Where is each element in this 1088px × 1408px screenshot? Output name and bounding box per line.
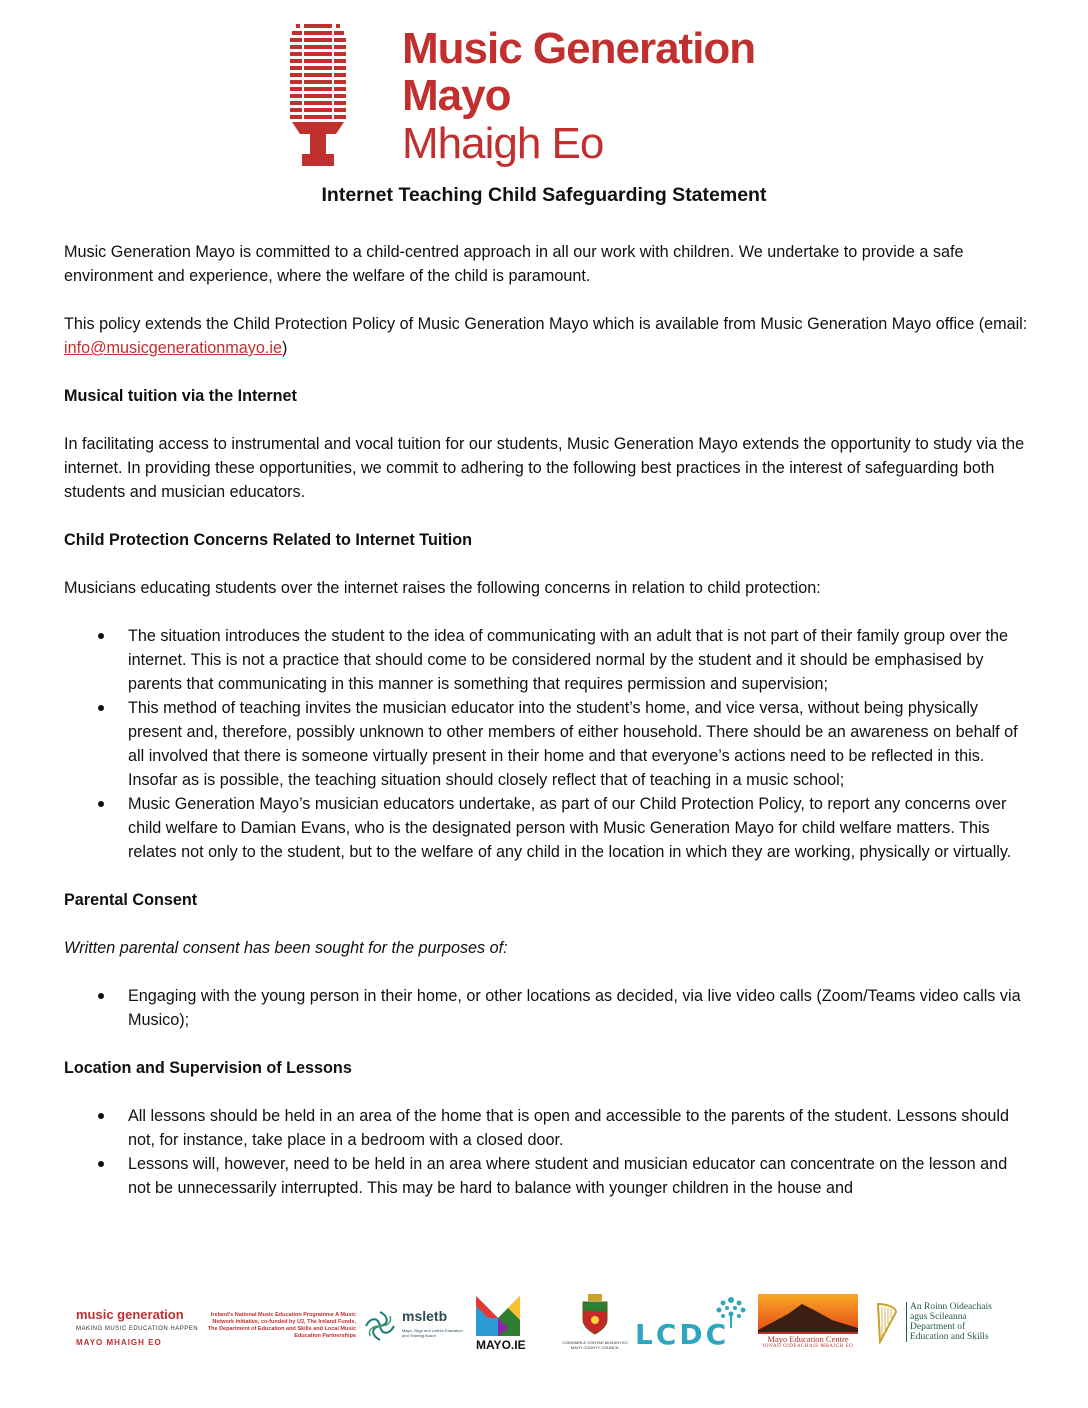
intro-paragraph-2 — [64, 312, 1030, 360]
intro-paragraph-1: Music Generation Mayo is committed to a child-centred approach in all our work with children. We undertake to provide a safe environment and experience, where the welfare of the child is paramount. — [64, 243, 964, 285]
list-item: Music Generation Mayo’s musician educators undertake, as part of our Child Protection Policy, to report any concerns over child welfare to Damian Evans, who is the designated person with Music Generation Mayo for child welfare matters. This relates not only to the student, but to the welfare of any child in the location in which they are working, physically or virtually. — [64, 792, 1030, 864]
list-item: Engaging with the young person in their home, or other locations as decided, via live video calls (Zoom/Teams video calls via Musico); — [64, 984, 1030, 1032]
document-title: Internet Teaching Child Safeguarding Statement — [321, 184, 767, 206]
dept-line-2: agus Scileanna — [910, 1312, 967, 1322]
national-programme-text: Ireland's National Music Education Programme A Music Network initiative, co-funded by U2, The Ireland Funds, The Department of Education and Skills and Local Music Education Partnerships — [207, 1312, 356, 1339]
mg-footer-tagline: MAKING MUSIC EDUCATION HAPPEN — [76, 1326, 199, 1332]
mayo-ie-text: MAYO.IE — [476, 1338, 526, 1352]
council-crest-icon — [580, 1294, 610, 1336]
mayo-education-centre-logo — [758, 1294, 858, 1358]
heading-child-protection-concerns: Child Protection Concerns Related to Internet Tuition — [64, 531, 472, 549]
logo-line-3: Mhaigh Eo — [402, 119, 604, 168]
mountain-sunset-icon — [758, 1294, 858, 1338]
mayo-m-icon — [474, 1294, 522, 1336]
consent-list — [64, 984, 1030, 1032]
lcdc-text: LCDC — [635, 1318, 730, 1351]
mec-irish-name: IONAD OIDEACHAIS MHAIGH EO — [762, 1344, 854, 1349]
msletb-name: msletb — [402, 1308, 448, 1324]
intro-p2-text: This policy extends the Child Protection Policy of Music Generation Mayo which is available from Music Generation Mayo office (email: — [64, 315, 1028, 333]
list-item: This method of teaching invites the musician educator into the student’s home, and vice versa, without being physically present and, therefore, possibly unknown to other members of either household. There should be an awareness on behalf of all involved that there is someone virtually present in their home and that everyone’s actions need to be reflected in this. Insofar as is possible, the teaching situation should closely reflect that of teaching in a music school; — [64, 696, 1030, 792]
department-education-logo — [874, 1302, 1014, 1366]
department-text — [910, 1302, 992, 1342]
music-generation-mayo-logo — [290, 24, 810, 174]
heading-parental-consent: Parental Consent — [64, 891, 198, 909]
list-item: Lessons will, however, need to be held in an area where student and musician educator can concentrate on the lesson and not be unnecessarily interrupted. This may be hard to balance with younger children in the house and — [64, 1152, 1030, 1200]
music-generation-footer-logo — [76, 1308, 200, 1372]
logo-line-2: Mayo — [402, 71, 511, 120]
dept-line-4: Education and Skills — [910, 1332, 989, 1342]
consent-intro — [64, 936, 1030, 960]
mg-footer-name: music generation — [76, 1307, 184, 1322]
logo-line-1: Music Generation — [402, 24, 756, 73]
concerns-list — [64, 624, 1030, 864]
concerns-intro: Musicians educating students over the internet raises the following concerns in relation to child protection: — [64, 579, 821, 597]
list-item: All lessons should be held in an area of the home that is open and accessible to the parents of the student. Lessons should not, for instance, take place in a bedroom with a closed door. — [64, 1104, 1030, 1152]
mec-name: Mayo Education Centre — [767, 1334, 849, 1344]
microphone-icon — [290, 24, 346, 166]
heading-location-supervision: Location and Supervision of Lessons — [64, 1059, 352, 1077]
list-item: The situation introduces the student to the idea of communicating with an adult that is not part of their family group over the internet. This is not a practice that should come to be considered normal by the student and it should be emphasised by parents that communicating in this manner is something that requires permission and supervision; — [64, 624, 1030, 696]
logo-divider — [906, 1302, 907, 1342]
msletb-swirl-icon — [362, 1308, 398, 1344]
mayo-ie-logo — [472, 1294, 532, 1358]
logo-wordmark — [402, 24, 755, 170]
consent-intro-text: Written parental consent has been sought for the purposes of: — [64, 939, 508, 957]
lcdc-logo — [635, 1300, 755, 1364]
council-text: COMHAIRLE CONTAE MHAIGH EO MAYO COUNTY COUNCIL — [562, 1340, 628, 1350]
dept-line-1: An Roinn Oideachais — [910, 1302, 992, 1312]
mg-footer-sub: MAYO MHAIGH EO — [76, 1338, 162, 1347]
tuition-paragraph: In facilitating access to instrumental and vocal tuition for our students, Music Generation Mayo extends the opportunity to study via the internet. In providing these opportunities, we commit to adhering to the following best practices in the interest of safeguarding both students and musician educators. — [64, 435, 1025, 501]
heading-musical-tuition: Musical tuition via the Internet — [64, 387, 297, 405]
harp-icon — [874, 1302, 900, 1344]
dept-line-3: Department of — [910, 1322, 966, 1332]
document-body — [64, 240, 1030, 1224]
msletb-desc: Mayo, Sligo and Leitrim Education and Training Board — [402, 1328, 463, 1338]
email-link[interactable]: info@musicgenerationmayo.ie — [64, 339, 282, 357]
partner-logos-footer — [70, 1290, 1020, 1360]
mayo-county-council-logo — [560, 1294, 630, 1358]
msletb-logo — [362, 1306, 462, 1370]
intro-p2-close: ) — [282, 339, 288, 357]
location-list — [64, 1104, 1030, 1200]
